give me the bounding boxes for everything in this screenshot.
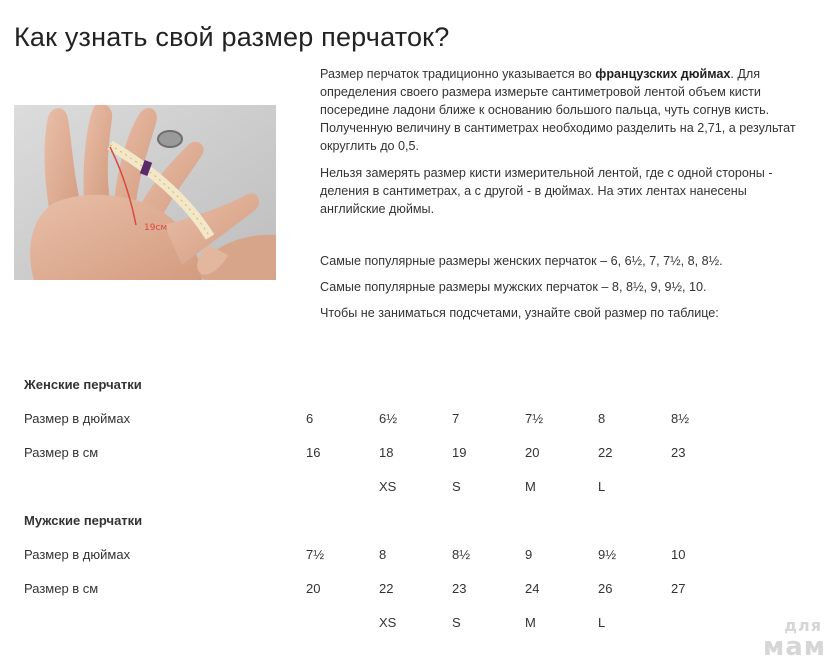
women-cm-cell: 16 <box>306 445 321 460</box>
women-inch-cell: 7 <box>452 411 460 426</box>
women-inch-cell: 8 <box>598 411 606 426</box>
men-inch-cell: 8½ <box>452 547 471 562</box>
women-cm-label: Размер в см <box>24 445 99 460</box>
women-inch-cell: 7½ <box>525 411 544 426</box>
men-cm-cell: 24 <box>525 581 540 596</box>
men-inch-cell: 10 <box>671 547 686 562</box>
men-inch-cell: 9½ <box>598 547 617 562</box>
men-letter-cell: L <box>598 615 606 630</box>
women-letter-cell: S <box>452 479 461 494</box>
women-letter-cell: XS <box>379 479 397 494</box>
site-watermark <box>763 618 826 660</box>
men-letter-cell: M <box>525 615 536 630</box>
women-inch-label: Размер в дюймах <box>24 411 131 426</box>
women-cm-cell: 18 <box>379 445 394 460</box>
men-cm-cell: 20 <box>306 581 321 596</box>
men-cm-cell: 26 <box>598 581 613 596</box>
men-heading: Мужские перчатки <box>24 513 143 528</box>
men-inch-label: Размер в дюймах <box>24 547 131 562</box>
women-letter-cell: M <box>525 479 536 494</box>
women-cm-cell: 23 <box>671 445 686 460</box>
intro-text-end: . Для определения своего размера измерьте сантиметровой лентой объем кисти посередине ладони ближе к основанию большого пальца, чуть согнув кисть. Полученную величину в сантиметрах необходимо разделить на 2,71, а результат округлить до 0,5. <box>320 67 796 153</box>
women-popular-sizes: Самые популярные размеры женских перчаток – 6, 6½, 7, 7½, 8, 8½. <box>320 254 723 268</box>
men-inch-cell: 9 <box>525 547 533 562</box>
hand-measurement-photo <box>14 105 276 280</box>
women-heading: Женские перчатки <box>24 377 142 392</box>
women-cm-cell: 20 <box>525 445 540 460</box>
women-cm-cell: 22 <box>598 445 613 460</box>
warning-paragraph: Нельзя замерять размер кисти измерительной лентой, где с одной стороны - деления в сантиметрах, а с другой - в дюймах. На этих лентах нанесены английские дюймы. <box>320 166 773 216</box>
table-intro: Чтобы не заниматься подсчетами, узнайте свой размер по таблице: <box>320 306 719 320</box>
women-inch-cell: 6½ <box>379 411 398 426</box>
women-inch-cell: 8½ <box>671 411 690 426</box>
men-cm-cell: 22 <box>379 581 394 596</box>
men-letter-cell: XS <box>379 615 397 630</box>
watermark-top: для <box>784 616 822 635</box>
men-inch-cell: 7½ <box>306 547 325 562</box>
men-cm-cell: 27 <box>671 581 686 596</box>
intro-text-bold: французских дюймах <box>595 67 731 81</box>
page-title: Как узнать свой размер перчаток? <box>14 22 450 53</box>
men-letter-cell: S <box>452 615 461 630</box>
men-popular-sizes: Самые популярные размеры мужских перчаток – 8, 8½, 9, 9½, 10. <box>320 280 707 294</box>
women-cm-cell: 19 <box>452 445 467 460</box>
watermark-bottom: мам <box>762 632 826 662</box>
intro-paragraph <box>320 65 810 155</box>
description <box>320 65 810 330</box>
hand-illustration <box>14 105 276 280</box>
men-cm-label: Размер в см <box>24 581 99 596</box>
women-letter-cell: L <box>598 479 606 494</box>
women-inch-cell: 6 <box>306 411 314 426</box>
men-cm-cell: 23 <box>452 581 467 596</box>
intro-text-start: Размер перчаток традиционно указывается во <box>320 67 596 81</box>
men-inch-cell: 8 <box>379 547 387 562</box>
tape-mark-label: 19см <box>144 223 168 233</box>
